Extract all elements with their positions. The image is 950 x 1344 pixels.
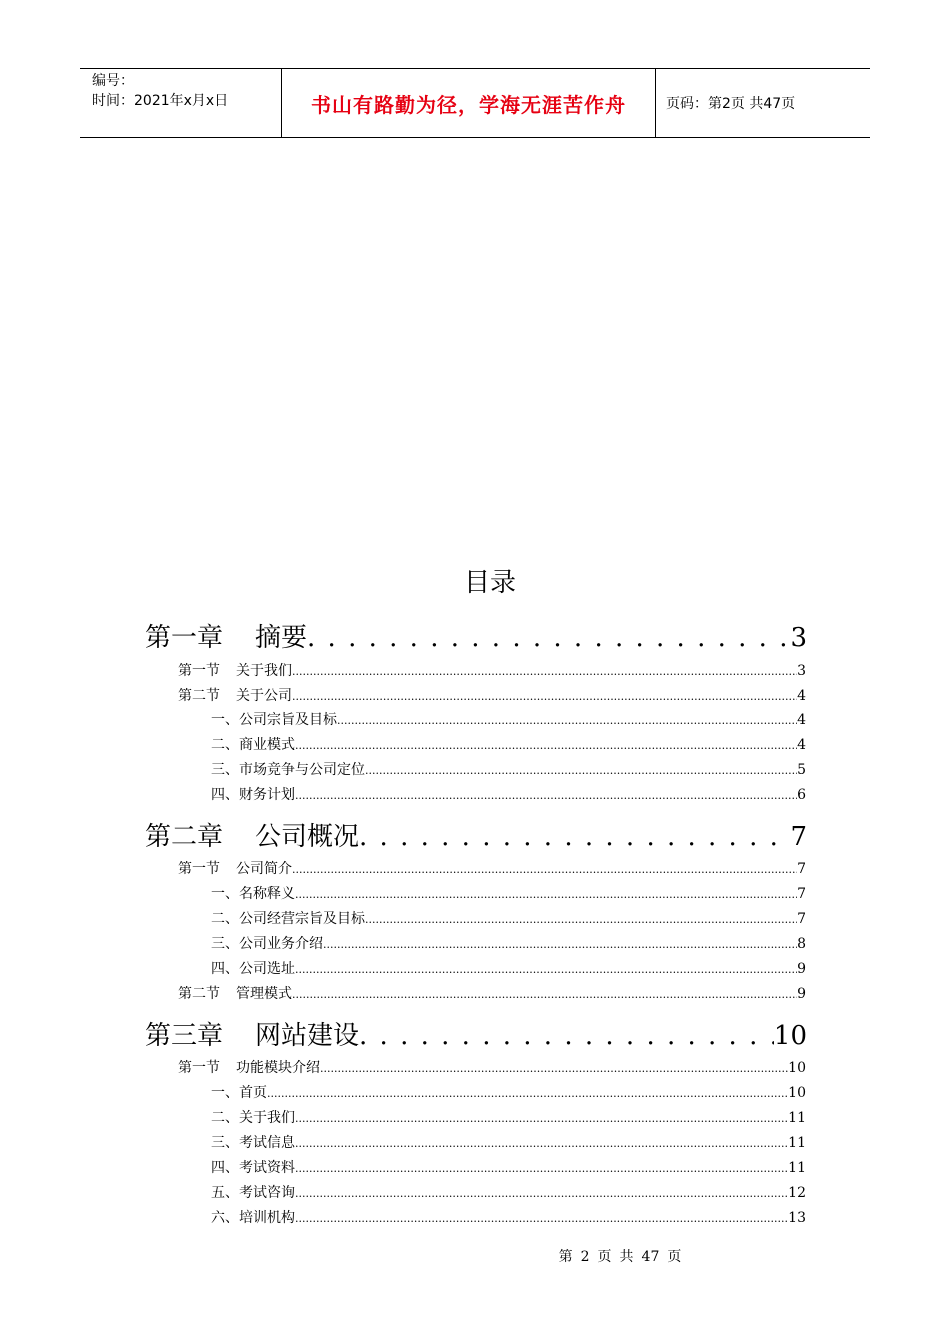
toc-entry-prefix: 第二节 [178,986,220,1002]
document-time-label: 时间：2021年x月x日 [92,93,229,109]
footer-gong: 共 [619,1249,634,1265]
toc-entry-prefix: 第一节 [178,1060,220,1076]
toc-entry-title: 培训机构 [239,1210,295,1226]
toc-entry-leader [320,1060,788,1076]
toc-entry-page: 3 [790,623,807,653]
toc-entry[interactable] [211,1182,806,1202]
toc-entry-prefix: 四、 [211,1160,239,1176]
toc-entry-title: 考试咨询 [239,1185,295,1201]
toc-entry[interactable] [178,983,806,1003]
toc-entry-page: 6 [797,787,806,803]
toc-entry[interactable] [211,784,806,804]
toc-entry-page: 3 [797,663,806,679]
toc-entry-page: 11 [788,1110,806,1126]
header-motto: 书山有路勤为径，学海无涯苦作舟 [282,69,656,137]
toc-entry[interactable] [178,858,806,878]
toc-entry-page: 11 [788,1160,806,1176]
toc-entry[interactable] [211,734,806,754]
toc-entry-leader [295,1160,788,1176]
page-footer [0,1246,950,1266]
toc-entry[interactable] [145,1015,807,1049]
toc-entry-title: 市场竞争与公司定位 [239,762,365,778]
toc-entry-page: 10 [773,1021,807,1051]
toc-entry-title: 首页 [239,1085,267,1101]
toc-entry-leader [359,822,790,852]
toc-entry-page: 4 [797,712,806,728]
toc-entry-prefix: 第一节 [178,861,220,877]
toc-entry[interactable] [178,660,806,680]
toc-entry-prefix: 第三章 [145,1021,224,1051]
toc-entry-leader [295,787,797,803]
toc-entry-title: 公司选址 [239,961,295,977]
toc-entry-leader [365,911,797,927]
toc-entry-title: 考试信息 [239,1135,295,1151]
toc-entry-prefix: 五、 [211,1185,239,1201]
toc-entry-page: 13 [788,1210,806,1226]
footer-di: 第 [558,1249,573,1265]
toc-entry-page: 7 [790,822,807,852]
footer-ye2: 页 [667,1249,682,1265]
toc-entry-prefix: 第一节 [178,663,220,679]
toc-entry-page: 12 [788,1185,806,1201]
toc-entry-title: 财务计划 [239,787,295,803]
toc-entry-leader [295,1185,788,1201]
toc-entry-title: 商业模式 [239,737,295,753]
toc-entry-prefix: 四、 [211,961,239,977]
toc-entry-leader [295,737,797,753]
toc-entry-leader [295,1135,788,1151]
toc-entry-title: 公司经营宗旨及目标 [239,911,365,927]
toc-entry-page: 8 [797,936,806,952]
toc-entry-prefix: 第二章 [145,822,224,852]
toc-entry-leader [292,688,797,704]
toc-entry-title: 关于我们 [236,663,292,679]
toc-entry-page: 4 [797,688,806,704]
toc-entry-title: 公司宗旨及目标 [239,712,337,728]
toc-entry-title: 关于我们 [239,1110,295,1126]
toc-title: 目录 [463,568,516,598]
toc-entry[interactable] [211,1207,806,1227]
toc-entry-page: 10 [788,1085,806,1101]
toc-entry-prefix: 三、 [211,1135,239,1151]
toc-entry-prefix: 一、 [211,712,239,728]
toc-entry-page: 5 [797,762,806,778]
toc-entry[interactable] [211,1107,806,1127]
toc-entry-leader [323,936,797,952]
toc-entry-prefix: 三、 [211,936,239,952]
toc-entry-leader [295,961,797,977]
toc-entry-page: 10 [788,1060,806,1076]
toc-entry-title: 公司简介 [236,861,292,877]
toc-entry-title: 管理模式 [236,986,292,1002]
toc-entry-page: 9 [797,986,806,1002]
toc-entry-prefix: 二、 [211,737,239,753]
toc-entry-page: 11 [788,1135,806,1151]
toc-entry-leader [365,762,797,778]
toc-entry-page: 4 [797,737,806,753]
toc-entry[interactable] [211,1132,806,1152]
toc-entry-leader [292,986,797,1002]
toc-entry-leader [292,663,797,679]
toc-entry-leader [267,1085,788,1101]
toc-entry[interactable] [211,759,806,779]
toc-entry[interactable] [178,685,806,705]
toc-entry-page: 9 [797,961,806,977]
toc-entry[interactable] [145,816,807,850]
toc-entry-prefix: 六、 [211,1210,239,1226]
toc-entry-prefix: 第二节 [178,688,220,704]
toc-entry-title: 考试资料 [239,1160,295,1176]
toc-entry-leader [295,1210,788,1226]
toc-entry[interactable] [178,1057,806,1077]
toc-entry-leader [337,712,797,728]
toc-entry-page: 7 [797,911,806,927]
toc-entry-title: 功能模块介绍 [236,1060,320,1076]
toc-entry-leader [359,1021,774,1051]
toc-entry[interactable] [211,1082,806,1102]
footer-page-number: 2 [580,1249,590,1265]
toc-entry[interactable] [211,883,806,903]
toc-entry[interactable] [145,617,807,651]
toc-entry-prefix: 三、 [211,762,239,778]
toc-entry-prefix: 二、 [211,1110,239,1126]
toc-entry-title: 关于公司 [236,688,292,704]
document-number-label: 编号： [92,73,134,89]
toc-entry-title: 名称释义 [239,886,295,902]
toc-entry-page: 7 [797,886,806,902]
toc-entry-leader [295,1110,788,1126]
toc-entry[interactable] [211,908,806,928]
toc-entry-page: 7 [797,861,806,877]
toc-entry-prefix: 二、 [211,911,239,927]
toc-entry-prefix: 第一章 [145,623,224,653]
toc-entry-leader [307,623,790,653]
footer-ye: 页 [597,1249,612,1265]
toc-entry-leader [295,886,797,902]
toc-entry-prefix: 一、 [211,1085,239,1101]
toc-entry[interactable] [211,1157,806,1177]
header-page-info: 页码：第2页 共47页 [666,96,796,112]
toc-entry-leader [292,861,797,877]
footer-total-pages: 47 [641,1249,660,1265]
toc-entry[interactable] [211,709,806,729]
toc-entry[interactable] [211,958,806,978]
toc-entry-prefix: 一、 [211,886,239,902]
toc-entry[interactable] [211,933,806,953]
toc-entry-prefix: 四、 [211,787,239,803]
toc-entry-title: 摘要 [255,623,308,653]
toc-entry-title: 网站建设 [255,1021,360,1051]
toc-entry-title: 公司业务介绍 [239,936,323,952]
toc-entry-title: 公司概况 [255,822,360,852]
